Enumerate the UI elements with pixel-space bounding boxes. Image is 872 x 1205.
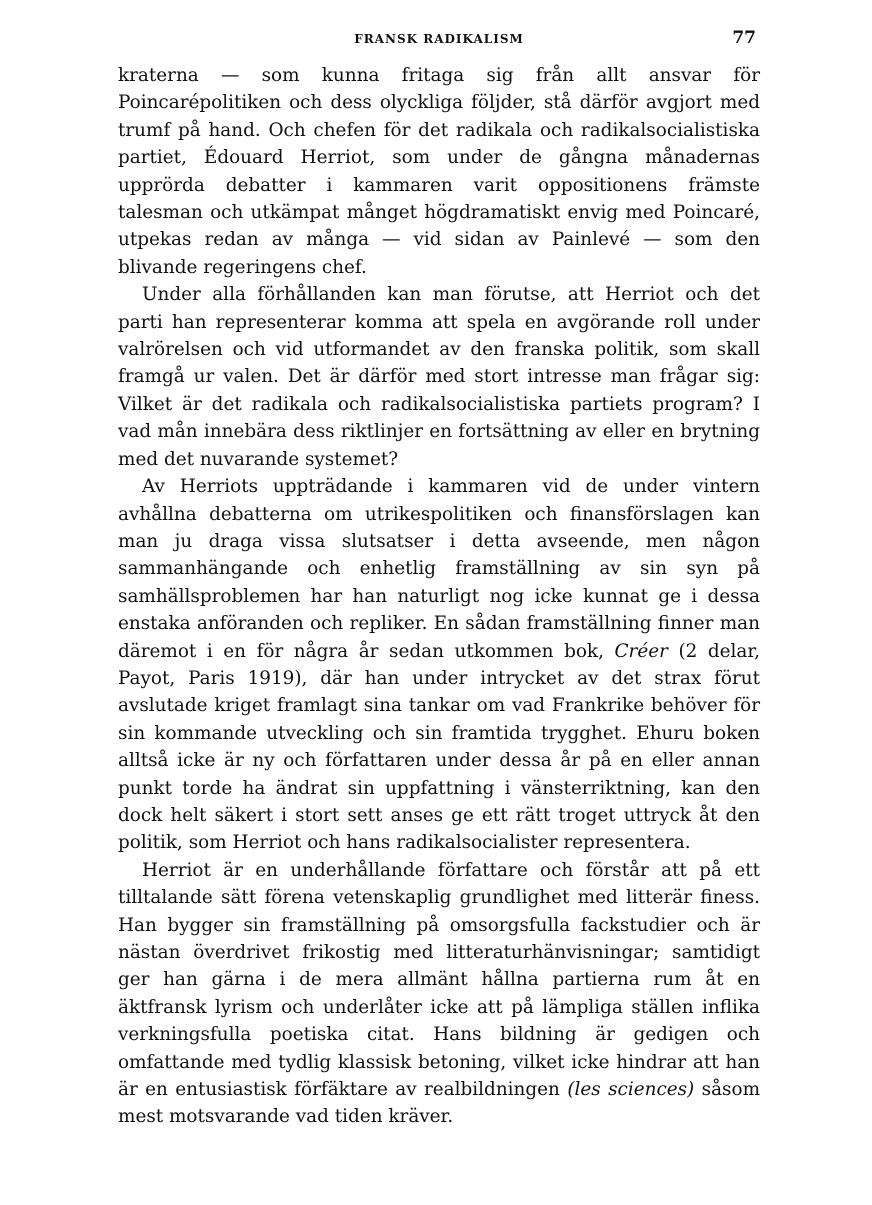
paragraph-text: (2 delar, Payot, Paris 1919), där han under intrycket av det strax förut avslutade kriget framlagt sina tankar om vad Frankrike behöver för sin kommande utveckling och sin framtida trygghet. Ehuru boken alltså icke är ny och författaren under dessa år på en eller annan punkt torde ha ändrat sin uppfattning i vänsterriktning, kan den dock helt säkert i stort sett anses ge ett rätt troget uttryck åt den politik, som Herriot och hans radikalsocialister representera. [118,640,761,854]
paragraph-2 [118,281,760,473]
running-title: FRANSK RADIKALISM [354,32,524,46]
paragraph-text: Herriot är en underhållande författare och förstår att på ett tilltalande sätt förena vetenskaplig grundlighet med litterär finess. Han bygger sin framställning på omsorgsfulla fackstudier och är nästan överdrivet frikostig med litteraturhänvisningar; samtidigt ger han gärna i de mera allmänt hållna partierna rum åt en äktfransk lyrism och underlåter icke att på lämpliga ställen inflika verkningsfulla poetiska citat. Hans bildning är gedigen och omfattande med tydlig klassisk betoning, vilket icke hindrar att han är en entusiastisk förfäktare av realbildningen [118,859,760,1101]
paragraph-text: såsom mest motsvarande vad tiden kräver. [118,1079,761,1128]
paragraph-text: Under alla förhållanden kan man förutse, att Herriot och det parti han representerar komma att spela en avgörande roll under valrörelsen och vid utformandet av den franska politik, som skall framgå ur valen. Det är därför med stort intresse man frågar sig: Vilket är det radikala och radikalsocialistiska partiets program? I vad mån innebära dess riktlinjer en fortsättning av eller en brytning med det nuvarande systemet? [118,284,760,470]
paragraph-text: kraterna — som kunna fritaga sig från allt ansvar för Poincarépolitiken och dess olyckliga följder, stå därför avgjort med trumf på hand. Och chefen för det radikala och radikalsocialistiska partiet, Édouard Herriot, som under de gångna månadernas upprörda debatter i kammaren varit oppositionens främste talesman och utkämpat månget högdramatiskt envig med Poincaré, utpekas redan av många — vid sidan av Painlevé — som den blivande regeringens chef. [118,65,760,278]
book-page [118,28,760,1131]
paragraph-text: Av Herriots uppträdande i kammaren vid de under vintern avhållna debatterna om utrikespolitiken och finansförslagen kan man ju draga vissa slutsatser i detta avseende, men någon sammanhängande och enhetlig framställning av sin syn på samhällsproblemen har han naturligt nog icke kunnat ge i dessa enstaka anföranden och repliker. En sådan framställning finner man däremot i en för några år sedan utkommen bok, [118,476,760,662]
body-text [118,62,760,1131]
book-title-italic: Créer [614,640,668,662]
paragraph-3 [118,473,760,857]
italic-phrase: (les sciences) [567,1079,695,1101]
page-number: 77 [732,28,756,48]
paragraph-4 [118,857,760,1131]
running-head [118,28,760,56]
paragraph-1 [118,62,760,281]
